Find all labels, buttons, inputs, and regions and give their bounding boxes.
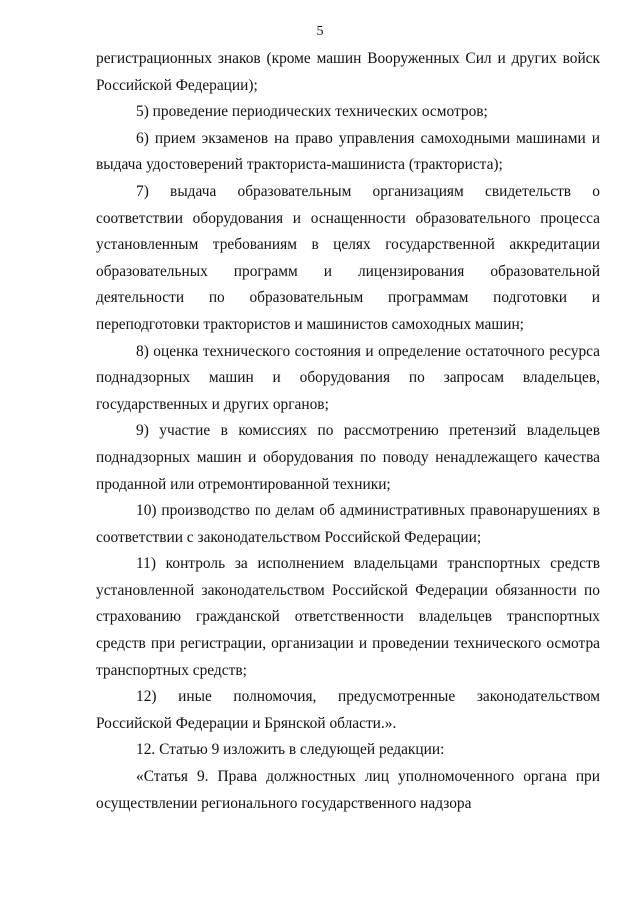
document-body (96, 46, 600, 817)
paragraph-item-5: 5) проведение периодических технических осмотров; (136, 103, 488, 121)
paragraph-item-12: 12) иные полномочия, предусмотренные законодательством Российской Федерации и Брянской области.». (96, 688, 600, 732)
paragraph-item-10: 10) производство по делам об административных правонарушениях в соответствии с законодательством Российской Федерации; (96, 502, 600, 546)
paragraph-amendment-12: 12. Статью 9 изложить в следующей редакции: (136, 741, 445, 759)
paragraph-item-6: 6) прием экзаменов на право управления самоходными машинами и выдача удостоверений тракториста-машиниста (тракториста); (96, 129, 600, 174)
paragraph-item-9: 9) участие в комиссиях по рассмотрению претензий владельцев поднадзорных машин и оборудования по поводу ненадлежащего качества проданной или отремонтированной техники; (96, 422, 600, 493)
paragraph-item-7: 7) выдача образовательным организациям свидетельств о соответствии оборудования и оснащенности образовательного процесса установленным требованиям в целях государственной аккредитации образовательных программ и лицензирования образовательной деятельности по образовательным программам подготовки и переподготовки трактористов и машинистов самоходных машин; (96, 182, 600, 333)
paragraph-item-11: 11) контроль за исполнением владельцами транспортных средств установленной законодательством Российской Федерации обязанности по страхованию гражданской ответственности владельцев транспортных средств при регистрации, организации и проведении технического осмотра транспортных средств; (96, 555, 600, 679)
paragraph-item-8: 8) оценка технического состояния и определение остаточного ресурса поднадзорных машин и оборудования по запросам владельцев, государственных и других органов; (96, 342, 600, 413)
paragraph-article-9-heading: «Статья 9. Права должностных лиц уполномоченного органа при осуществлении регионального государственного надзора (96, 768, 600, 812)
page-number: 5 (316, 24, 324, 39)
paragraph-continuation: регистрационных знаков (кроме машин Вооруженных Сил и других войск Российской Федерации); (96, 50, 600, 94)
